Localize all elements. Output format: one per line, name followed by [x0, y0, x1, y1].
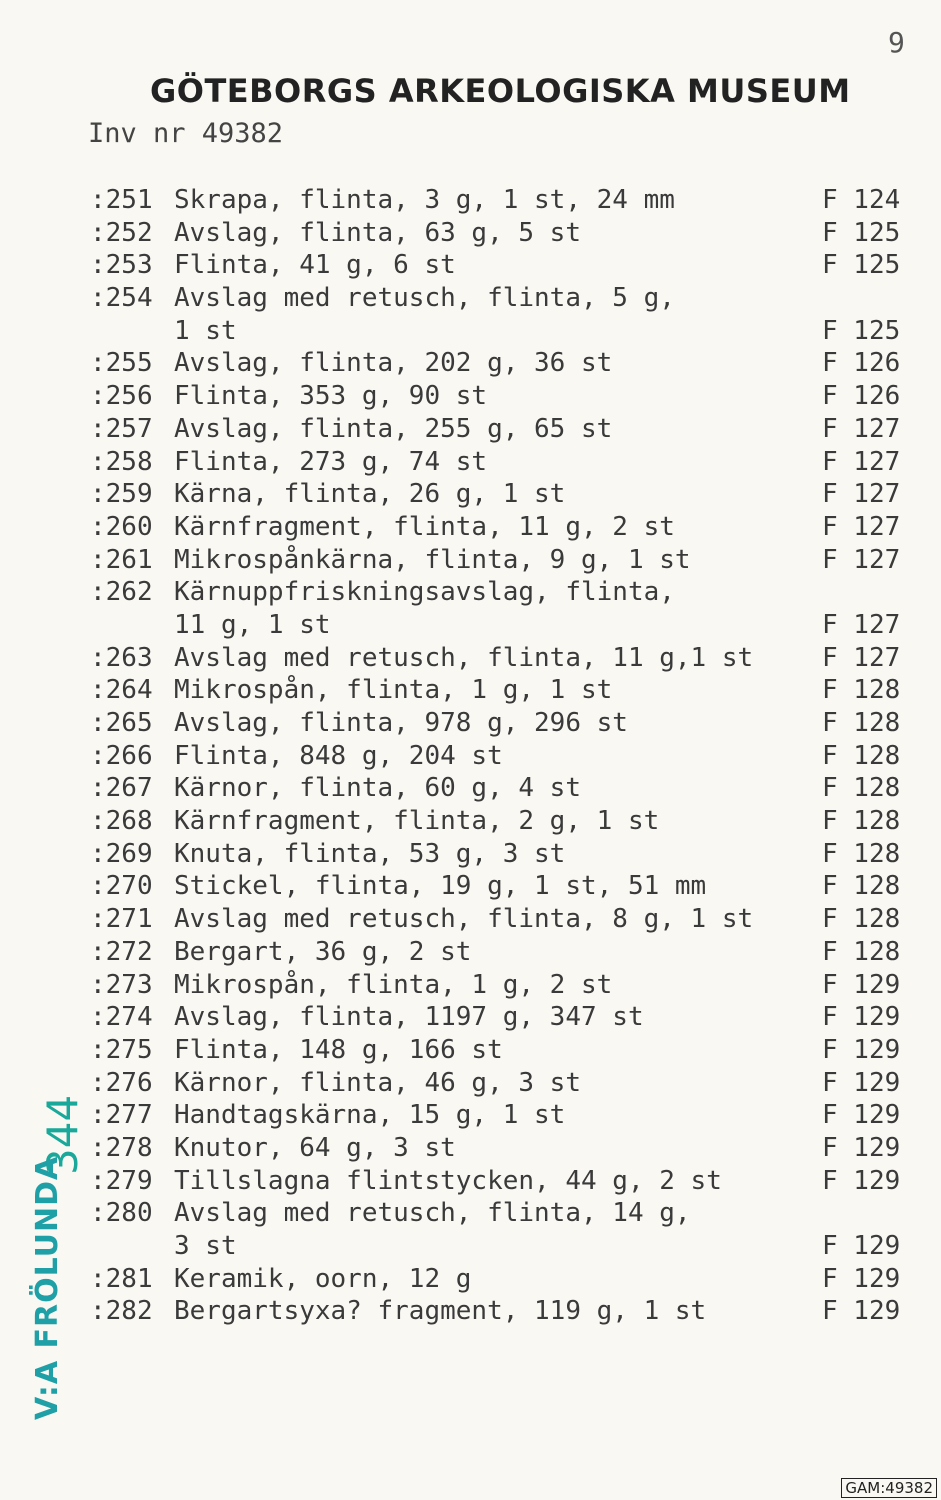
- entry-num: :260: [90, 511, 153, 542]
- entry-num: :278: [90, 1132, 153, 1163]
- entry-row: [90, 1001, 920, 1034]
- entry-row: [90, 446, 920, 479]
- entry-row: [90, 969, 920, 1002]
- entry-desc: Knutor, 64 g, 3 st: [174, 1132, 456, 1163]
- entry-ref: F 127: [822, 609, 901, 640]
- entry-desc: Avslag med retusch, flinta, 11 g,1 st: [174, 642, 754, 673]
- entry-desc: Kärnor, flinta, 46 g, 3 st: [174, 1067, 581, 1098]
- entry-row: [90, 1230, 920, 1263]
- entry-num: :269: [90, 838, 153, 869]
- entry-ref: F 127: [822, 413, 901, 444]
- entry-ref: F 127: [822, 479, 901, 510]
- entry-ref: F 128: [822, 740, 901, 771]
- entry-num: :282: [90, 1296, 153, 1327]
- entry-desc: Skrapa, flinta, 3 g, 1 st, 24 mm: [174, 185, 675, 215]
- entry-num: :280: [90, 1198, 153, 1229]
- stamp-number: 344: [38, 1094, 87, 1175]
- entry-row: [90, 1034, 920, 1067]
- entry-desc: Avslag, flinta, 978 g, 296 st: [174, 708, 628, 738]
- entry-row: [90, 544, 920, 577]
- entry-desc: 1 st: [174, 315, 237, 346]
- entry-ref: F 128: [822, 838, 901, 869]
- entry-ref: F 128: [822, 871, 901, 902]
- entry-ref: F 129: [822, 1002, 901, 1033]
- entry-desc: Flinta, 353 g, 90 st: [174, 381, 488, 412]
- page-number: 9: [888, 26, 905, 59]
- entry-ref: F 128: [822, 708, 901, 738]
- entry-desc: Flinta, 848 g, 204 st: [174, 740, 503, 771]
- entry-num: :263: [90, 642, 153, 673]
- entry-num: :259: [90, 479, 153, 510]
- entry-desc: Avslag, flinta, 1197 g, 347 st: [174, 1002, 644, 1033]
- entry-row: [90, 740, 920, 773]
- entry-num: :256: [90, 381, 153, 412]
- entry-num: :279: [90, 1165, 153, 1196]
- entry-desc: Avslag, flinta, 202 g, 36 st: [174, 348, 613, 379]
- entry-ref: F 125: [822, 250, 901, 281]
- entry-num: :264: [90, 675, 153, 706]
- entry-num: :258: [90, 446, 153, 477]
- entry-row: [90, 609, 920, 642]
- entry-desc: Avslag, flinta, 63 g, 5 st: [174, 217, 581, 248]
- entry-num: :276: [90, 1067, 153, 1098]
- entry-num: :267: [90, 773, 153, 804]
- entry-ref: F 127: [822, 642, 901, 673]
- entry-desc: Avslag med retusch, flinta, 5 g,: [174, 283, 675, 314]
- museum-header: GÖTEBORGS ARKEOLOGISKA MUSEUM: [150, 72, 851, 110]
- entry-ref: F 129: [822, 1100, 901, 1131]
- entry-row: [90, 413, 920, 446]
- entry-row: [90, 805, 920, 838]
- entry-num: :281: [90, 1263, 153, 1294]
- entry-num: :275: [90, 1034, 153, 1065]
- entry-num: :253: [90, 250, 153, 281]
- entry-num: :251: [90, 185, 153, 215]
- entry-row: [90, 1067, 920, 1100]
- entry-desc: Kärnor, flinta, 60 g, 4 st: [174, 773, 581, 804]
- entry-num: :271: [90, 904, 153, 935]
- entry-ref: F 127: [822, 446, 901, 477]
- entry-num: :262: [90, 577, 153, 608]
- entry-row: [90, 707, 920, 740]
- entry-desc: Tillslagna flintstycken, 44 g, 2 st: [174, 1165, 722, 1196]
- entry-ref: F 129: [822, 1296, 901, 1327]
- entry-ref: F 125: [822, 217, 901, 248]
- entry-ref: F 128: [822, 936, 901, 967]
- entry-ref: F 129: [822, 1067, 901, 1098]
- entry-ref: F 128: [822, 806, 901, 837]
- entry-row: [90, 217, 920, 250]
- entry-ref: F 127: [822, 544, 901, 575]
- entry-ref: F 128: [822, 904, 901, 935]
- entry-ref: F 129: [822, 1034, 901, 1065]
- entry-ref: F 126: [822, 381, 901, 412]
- entry-num: :254: [90, 283, 153, 314]
- entry-desc: 3 st: [174, 1231, 237, 1261]
- inventory-number: Inv nr 49382: [88, 118, 284, 149]
- entry-row: [90, 674, 920, 707]
- entry-list: [90, 184, 920, 1328]
- entry-desc: Mikrospånkärna, flinta, 9 g, 1 st: [174, 544, 691, 575]
- entry-row: [90, 576, 920, 609]
- entry-row: [90, 1132, 920, 1165]
- entry-num: :261: [90, 544, 153, 575]
- entry-desc: Keramik, oorn, 12 g: [174, 1263, 472, 1294]
- entry-num: :268: [90, 806, 153, 837]
- entry-num: :277: [90, 1100, 153, 1131]
- entry-ref: F 124: [822, 185, 901, 215]
- entry-row: [90, 1197, 920, 1230]
- entry-row: [90, 478, 920, 511]
- entry-desc: Avslag med retusch, flinta, 14 g,: [174, 1198, 691, 1229]
- entry-row: [90, 1263, 920, 1296]
- entry-ref: F 128: [822, 675, 901, 706]
- entry-row: [90, 1099, 920, 1132]
- entry-desc: Flinta, 148 g, 166 st: [174, 1034, 503, 1065]
- catalog-id-label: GAM:49382: [841, 1478, 937, 1498]
- entry-num: :274: [90, 1002, 153, 1033]
- entry-desc: Mikrospån, flinta, 1 g, 2 st: [174, 969, 613, 1000]
- entry-desc: Bergartsyxa? fragment, 119 g, 1 st: [174, 1296, 707, 1327]
- entry-ref: F 128: [822, 773, 901, 804]
- entry-desc: Avslag med retusch, flinta, 8 g, 1 st: [174, 904, 754, 935]
- entry-ref: F 127: [822, 511, 901, 542]
- entry-desc: Kärnfragment, flinta, 11 g, 2 st: [174, 511, 675, 542]
- entry-row: [90, 870, 920, 903]
- site-stamp: V:A FRÖLUNDA: [30, 1155, 65, 1420]
- entry-row: [90, 184, 920, 217]
- entry-row: [90, 347, 920, 380]
- entry-ref: F 129: [822, 1231, 901, 1261]
- entry-ref: F 125: [822, 315, 901, 346]
- entry-desc: Kärnfragment, flinta, 2 g, 1 st: [174, 806, 660, 837]
- entry-row: [90, 838, 920, 871]
- entry-num: :273: [90, 969, 153, 1000]
- entry-num: :266: [90, 740, 153, 771]
- entry-row: [90, 936, 920, 969]
- entry-desc: Knuta, flinta, 53 g, 3 st: [174, 838, 566, 869]
- entry-desc: Handtagskärna, 15 g, 1 st: [174, 1100, 566, 1131]
- entry-desc: Kärnuppfriskningsavslag, flinta,: [174, 577, 675, 608]
- entry-ref: F 129: [822, 1263, 901, 1294]
- entry-row: [90, 772, 920, 805]
- entry-ref: F 129: [822, 1165, 901, 1196]
- entry-row: [90, 315, 920, 348]
- entry-desc: Flinta, 273 g, 74 st: [174, 446, 488, 477]
- entry-ref: F 129: [822, 1132, 901, 1163]
- entry-desc: Flinta, 41 g, 6 st: [174, 250, 456, 281]
- entry-num: :272: [90, 936, 153, 967]
- entry-row: [90, 380, 920, 413]
- entry-row: [90, 1165, 920, 1198]
- entry-row: [90, 1295, 920, 1328]
- entry-row: [90, 282, 920, 315]
- entry-desc: Mikrospån, flinta, 1 g, 1 st: [174, 675, 613, 706]
- entry-ref: F 129: [822, 969, 901, 1000]
- entry-desc: Kärna, flinta, 26 g, 1 st: [174, 479, 566, 510]
- entry-num: :270: [90, 871, 153, 902]
- entry-num: :255: [90, 348, 153, 379]
- entry-desc: Stickel, flinta, 19 g, 1 st, 51 mm: [174, 871, 707, 902]
- entry-row: [90, 903, 920, 936]
- entry-num: :257: [90, 413, 153, 444]
- entry-desc: Bergart, 36 g, 2 st: [174, 936, 472, 967]
- entry-desc: 11 g, 1 st: [174, 609, 331, 640]
- entry-desc: Avslag, flinta, 255 g, 65 st: [174, 413, 613, 444]
- entry-num: :252: [90, 217, 153, 248]
- entry-ref: F 126: [822, 348, 901, 379]
- entry-row: [90, 642, 920, 675]
- entry-row: [90, 511, 920, 544]
- entry-num: :265: [90, 708, 153, 738]
- entry-row: [90, 249, 920, 282]
